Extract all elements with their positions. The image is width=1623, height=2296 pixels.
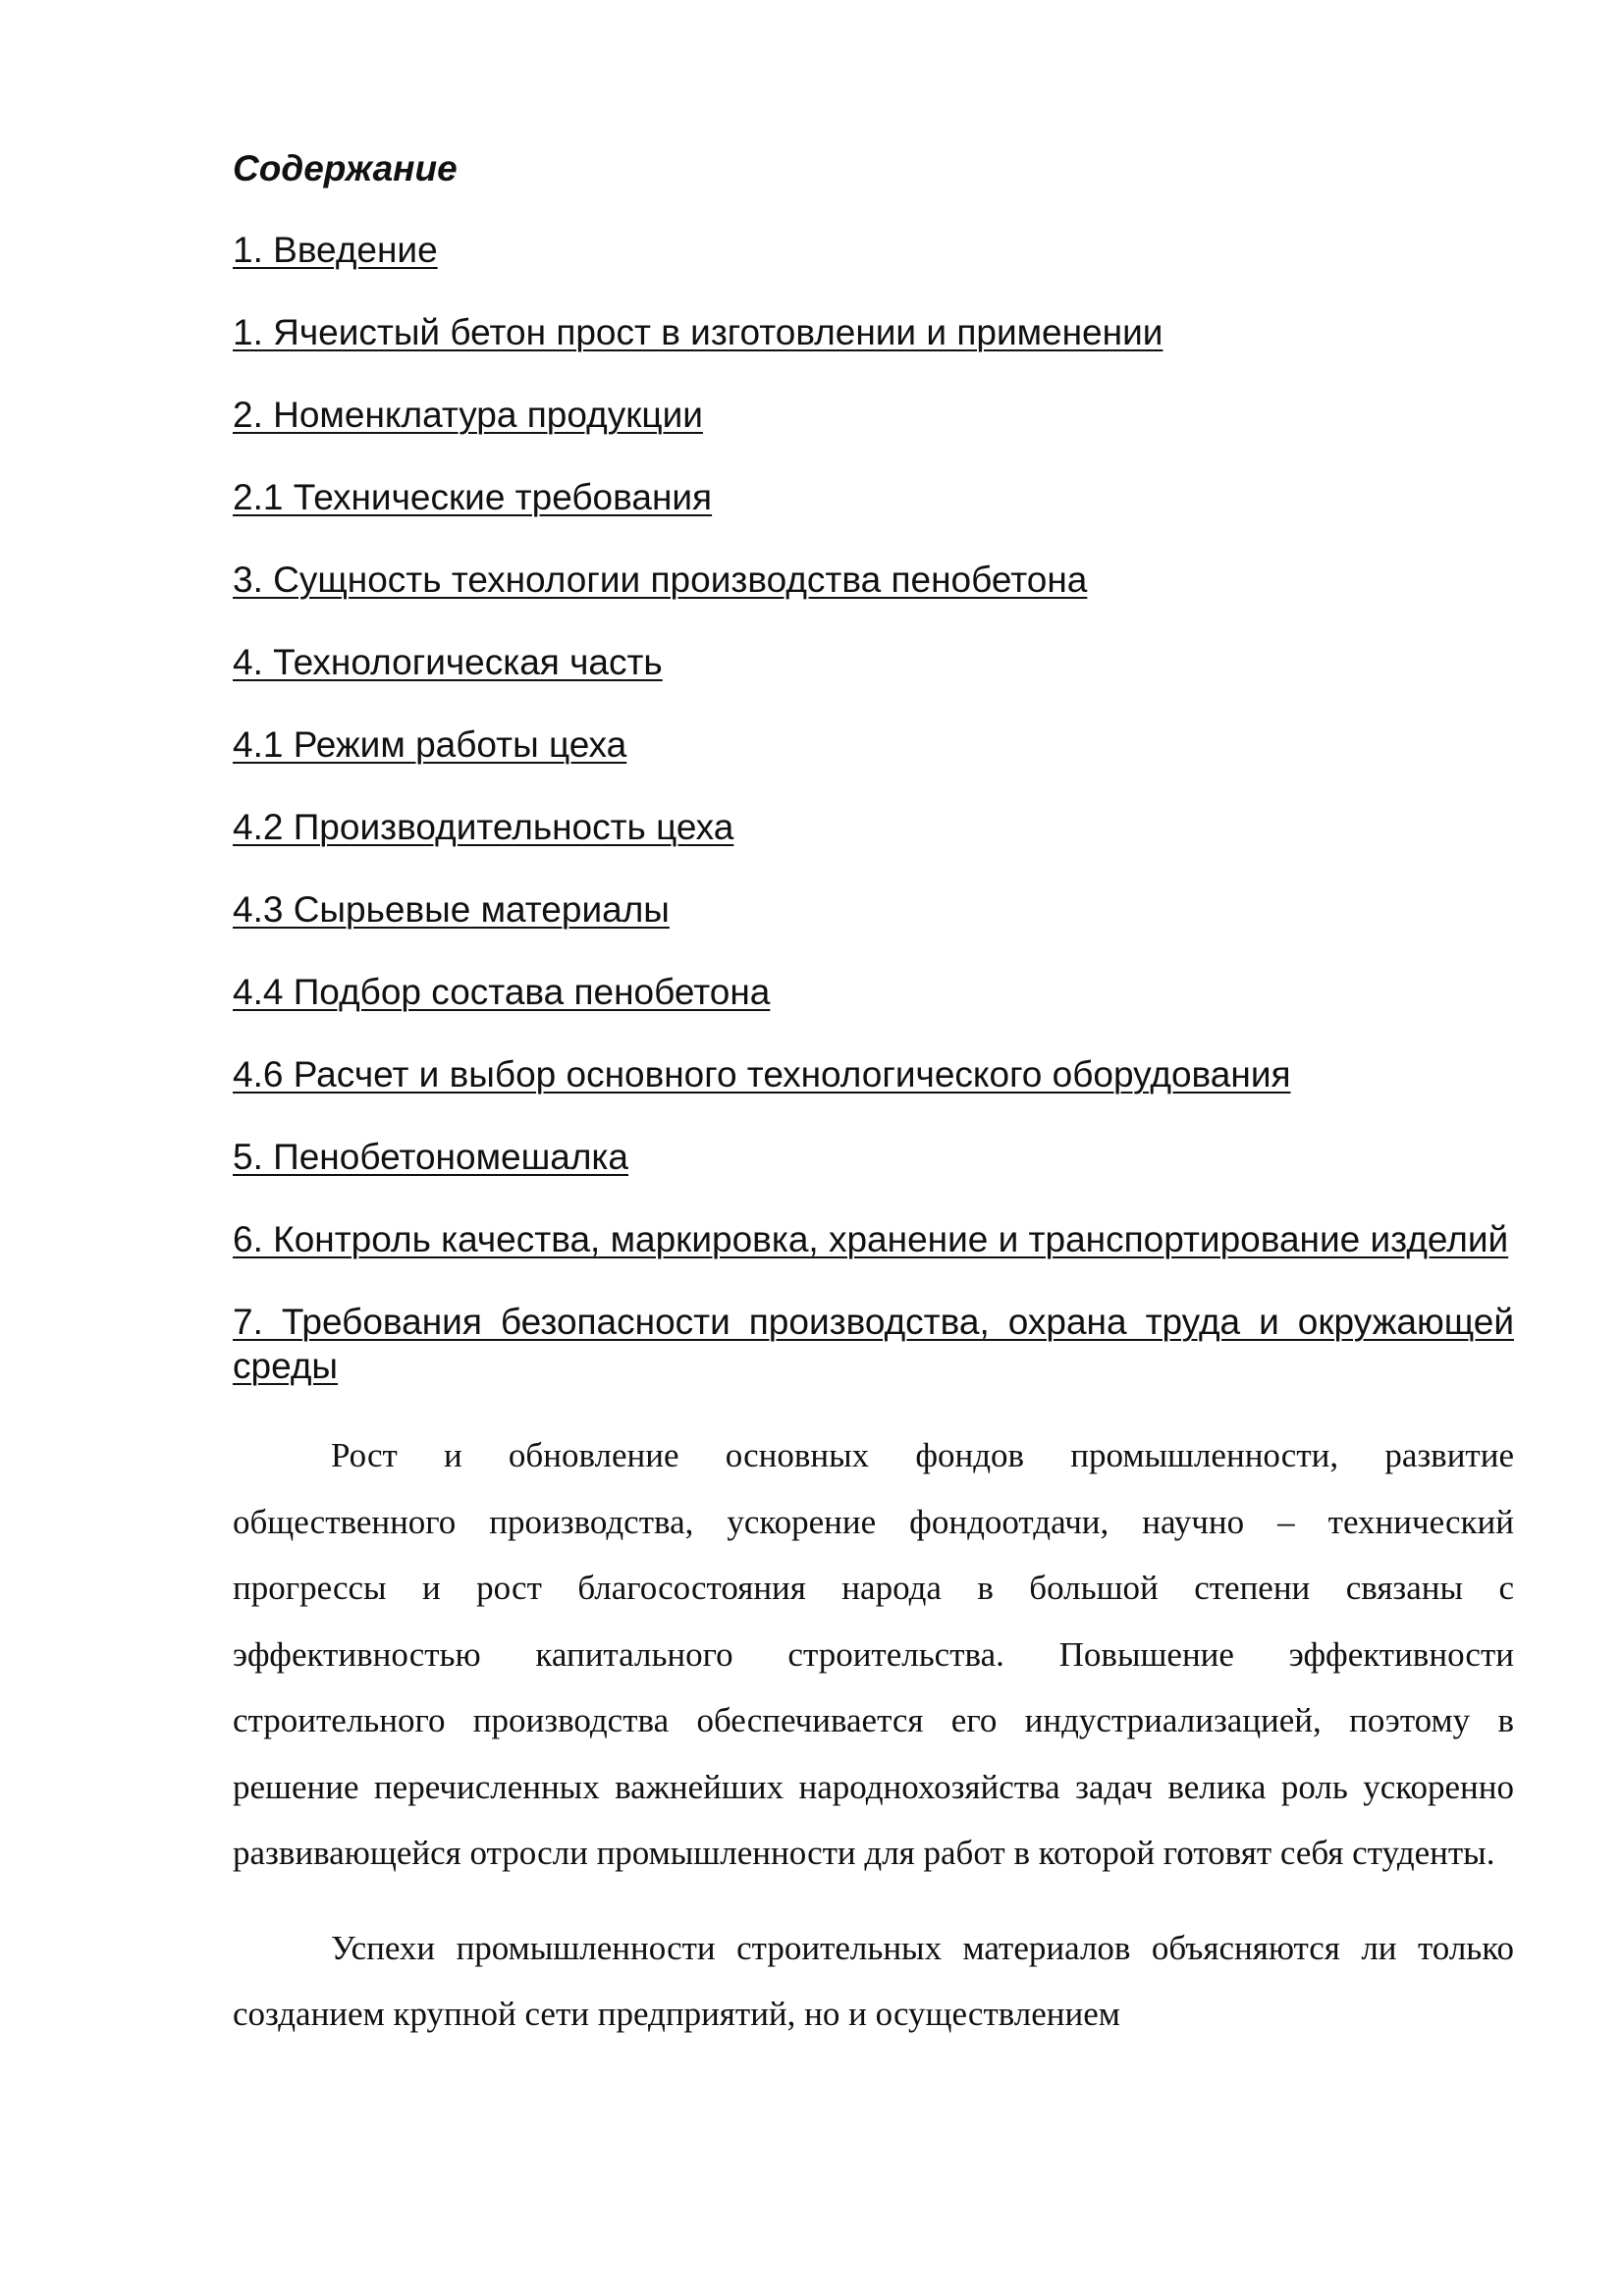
toc-item bbox=[233, 475, 1514, 519]
toc-link-cellular-concrete[interactable]: 1. Ячеистый бетон прост в изготовлении и применении bbox=[233, 312, 1163, 352]
toc-link-equipment-selection[interactable]: 4.6 Расчет и выбор основного технологического оборудования bbox=[233, 1054, 1291, 1095]
toc-item bbox=[233, 805, 1514, 849]
toc-link-foam-concrete-mixer[interactable]: 5. Пенобетономешалка bbox=[233, 1137, 629, 1177]
body-paragraph: Рост и обновление основных фондов промышленности, развитие общественного производства, ускорение фондоотдачи, научно – технический прогрессы и рост благосостояния народа в большой степени связаны с эффективностью капитального строительства. Повышение эффективности строительного производства обеспечивается его индустриализацией, поэтому в решение перечисленных важнейших народнохозяйства задач велика роль ускоренно развивающейся отросли промышленности для работ в которой готовят себя студенты. bbox=[233, 1436, 1514, 1872]
toc-link-technical-requirements[interactable]: 2.1 Технические требования bbox=[233, 477, 713, 517]
toc-item bbox=[233, 640, 1514, 684]
toc-link-quality-control[interactable]: 6. Контроль качества, маркировка, хранение и транспортирование изделий bbox=[233, 1219, 1509, 1259]
toc-item bbox=[233, 1135, 1514, 1179]
body-paragraph: Успехи промышленности строительных материалов объясняются ли только созданием крупной сети предприятий, но и осуществлением bbox=[233, 1928, 1514, 2033]
toc-item bbox=[233, 887, 1514, 932]
toc-link-operating-mode[interactable]: 4.1 Режим работы цеха bbox=[233, 724, 627, 765]
toc-item bbox=[233, 558, 1514, 602]
toc-item bbox=[233, 722, 1514, 767]
toc-title: Содержание bbox=[233, 148, 458, 188]
toc-item bbox=[233, 1217, 1514, 1261]
toc-link-mix-design[interactable]: 4.4 Подбор состава пенобетона bbox=[233, 972, 771, 1012]
toc-item bbox=[233, 393, 1514, 437]
toc-item bbox=[233, 970, 1514, 1014]
toc-item bbox=[233, 228, 1514, 272]
toc-link-technology-essence[interactable]: 3. Сущность технологии производства пенобетона bbox=[233, 560, 1088, 600]
toc-link-safety-requirements[interactable]: 7. Требования безопасности производства, охрана труда и окружающей среды bbox=[233, 1302, 1514, 1386]
toc-item bbox=[233, 310, 1514, 354]
toc-link-raw-materials[interactable]: 4.3 Сырьевые материалы bbox=[233, 889, 670, 930]
toc-link-productivity[interactable]: 4.2 Производительность цеха bbox=[233, 807, 734, 847]
toc-item bbox=[233, 1052, 1514, 1096]
toc-link-product-range[interactable]: 2. Номенклатура продукции bbox=[233, 395, 703, 435]
table-of-contents bbox=[233, 228, 1514, 1388]
document-page bbox=[233, 147, 1514, 2048]
toc-link-introduction[interactable]: 1. Введение bbox=[233, 230, 438, 270]
toc-link-technological-part[interactable]: 4. Технологическая часть bbox=[233, 642, 663, 682]
toc-item bbox=[233, 1300, 1514, 1388]
